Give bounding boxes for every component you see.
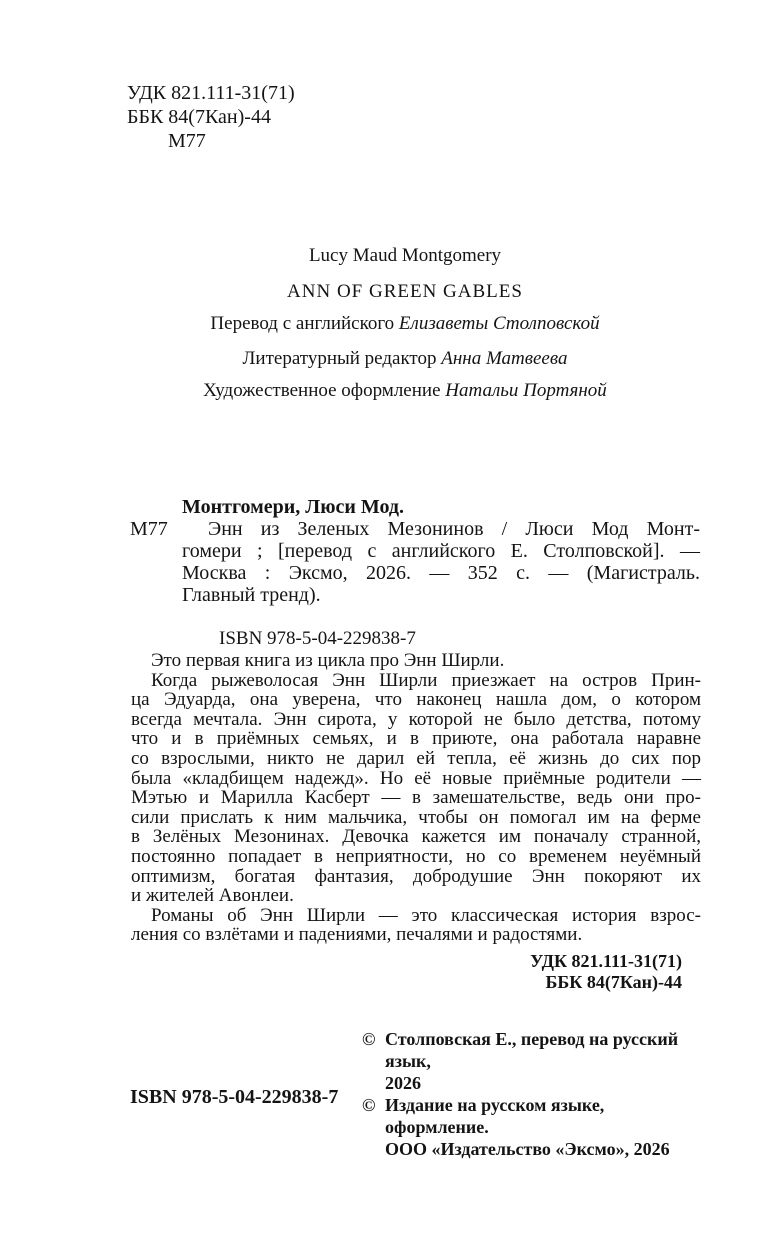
annotation-line: Романы об Энн Ширли — это классическая история взрос- [151,904,701,926]
title-block [120,245,690,402]
annotation-line: и жителей Авонлеи. [131,885,294,907]
editor-credit [120,348,690,370]
designer-credit [120,380,690,402]
annotation-line: всегда мечтала. Энн сирота, у которой не было детства, потому [131,708,701,730]
catalog-card [130,496,700,606]
isbn-footer: ISBN 978-5-04-229838-7 [130,1086,339,1108]
annotation-line: что и в приёмных семьях, и в приюте, она работала наравне [131,728,701,750]
annotation-line: была «кладбищем надежд». Но её новые приёмные родители — [131,767,701,789]
copyright-line: ООО «Издательство «Эксмо», 2026 [385,1139,670,1159]
translator-credit [120,313,690,335]
copyright-line: 2026 [385,1073,421,1093]
annotation-line: Мэтью и Марилла Касберт — в замешательстве, ведь они про- [131,787,701,809]
udk-code-bottom: УДК 821.111-31(71) [530,951,682,971]
annotation-line: в Зелёных Мезонинах. Девочка кажется им поначалу странной, [131,826,701,848]
annotation-block [131,651,701,945]
copyright-block [362,1028,707,1160]
catalog-card-line: гомери ; [перевод с английского Е. Столповской]. — [182,540,700,562]
catalog-card-line-text: Энн из Зеленых Мезонинов / Люси Мод Монт- [208,518,700,540]
bbk-code-bottom: ББК 84(7Кан)-44 [545,972,682,992]
designer-credit-prefix: Художественное оформление [203,380,446,401]
author-name: Lucy Maud Montgomery [308,245,502,266]
annotation-line: оптимизм, богатая фантазия, добродушие Энн покоряют их [131,865,701,887]
annotation-line: ца Эдуарда, она уверена, что наконец нашла дом, о котором [131,689,701,711]
copyright-line: Издание на русском языке, оформление. [385,1095,605,1137]
translator-credit-prefix: Перевод с английского [210,313,399,334]
copyright-translation [362,1028,707,1094]
catalog-card-line: Москва : Эксмо, 2026. — 352 с. — (Магистраль. [182,562,700,584]
bottom-codes-block [382,951,682,993]
annotation-line: сили прислать к ним мальчика, чтобы он помогал им на ферме [131,806,701,828]
udk-code: УДК 821.111-31(71) [127,82,295,104]
annotation-line: постоянно попадает в неприятности, но со временем неуёмный [131,845,701,867]
annotation-line: Когда рыжеволосая Энн Ширли приезжает на остров Прин- [151,669,701,691]
copyright-icon: © [362,1029,376,1049]
annotation-line: со взрослыми, никто не дарил ей тепла, её жизнь до сих пор [131,747,701,769]
copyright-edition [362,1094,707,1160]
catalog-card-line: Главный тренд). [182,584,321,606]
editor-credit-prefix: Литературный редактор [242,348,442,369]
copyright-line: Столповская Е., перевод на русский язык, [385,1029,679,1071]
catalog-margin-code: М77 [130,518,168,540]
catalog-card-heading: Монтгомери, Люси Мод. [182,496,405,518]
book-title: ANN OF GREEN GABLES [287,281,523,302]
top-codes-block [127,81,295,153]
editor-name: Анна Матвеева [441,348,568,369]
isbn-number: ISBN 978-5-04-229838-7 [219,628,416,649]
author-sign-code: М77 [168,130,206,152]
annotation-line: Это первая книга из цикла про Энн Ширли. [151,650,505,671]
copyright-icon: © [362,1095,376,1115]
annotation-line: ления со взлётами и падениями, печалями и радостями. [131,924,583,946]
bbk-code: ББК 84(7Кан)-44 [127,106,271,128]
translator-name: Елизаветы Столповской [398,313,600,334]
catalog-card-line [130,518,700,540]
designer-name: Натальи Портяной [445,380,607,401]
